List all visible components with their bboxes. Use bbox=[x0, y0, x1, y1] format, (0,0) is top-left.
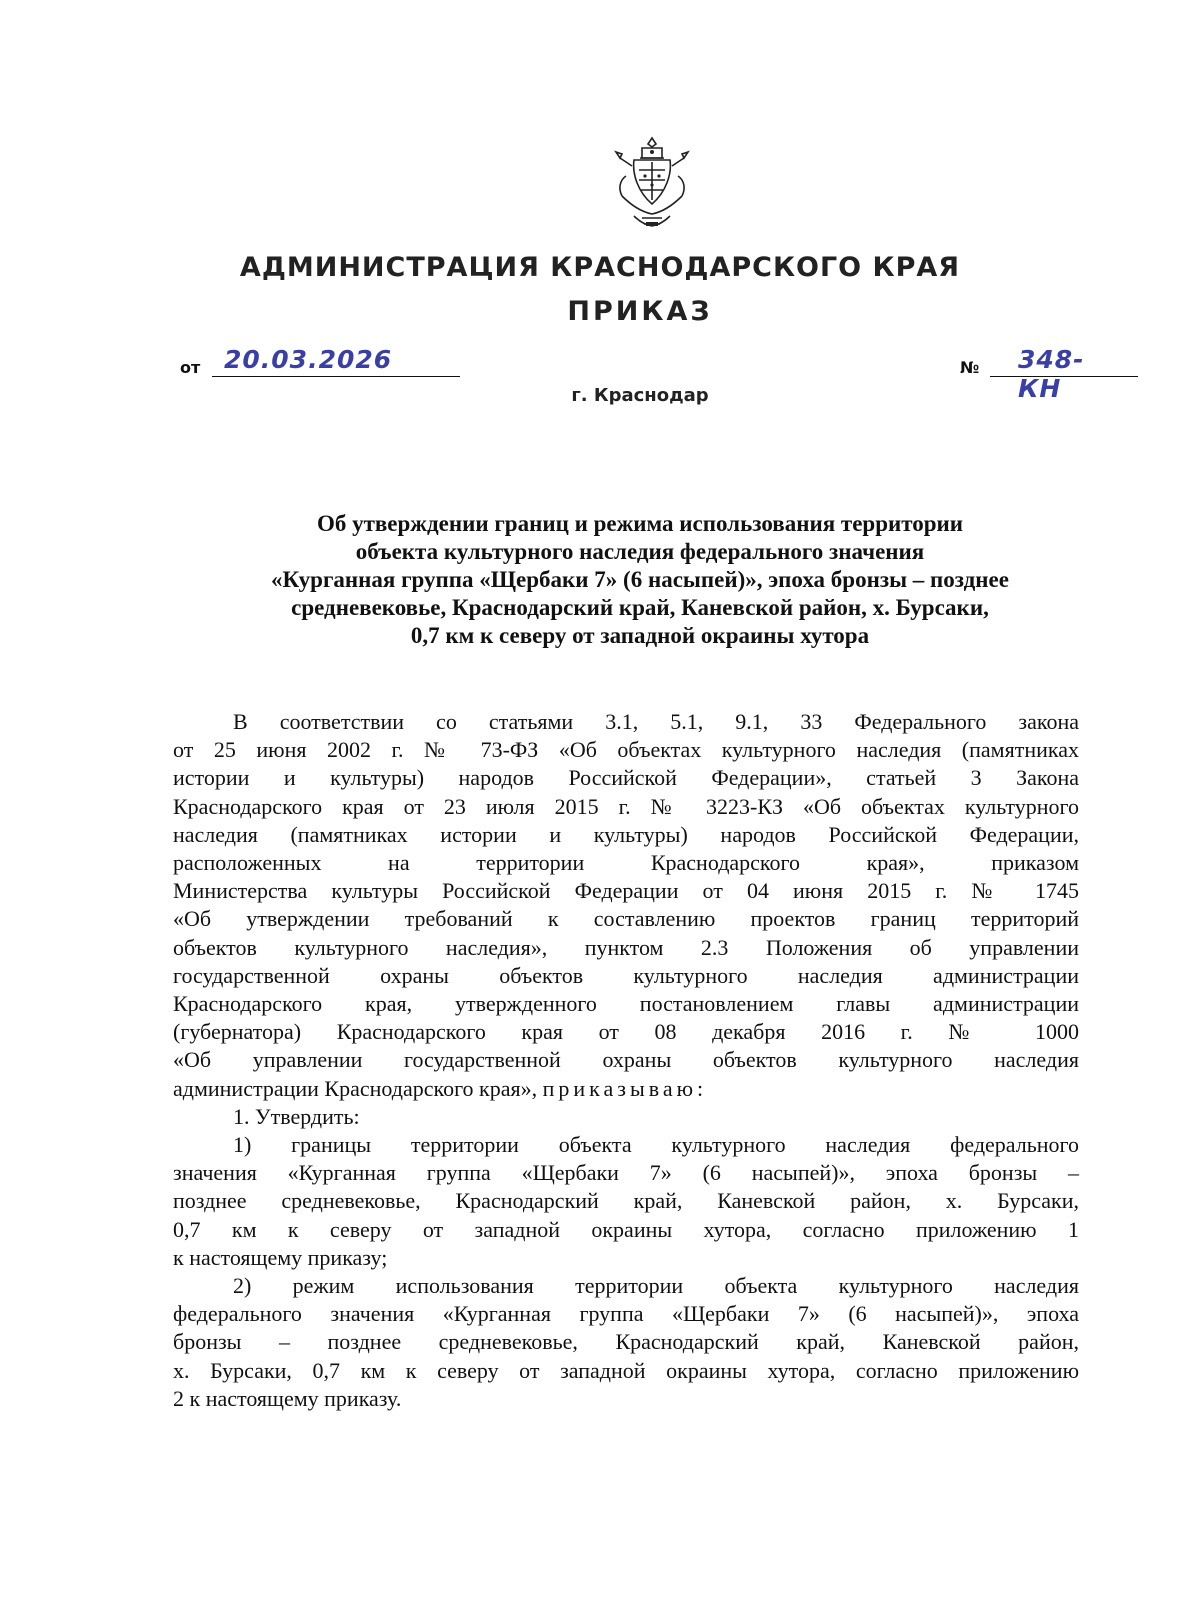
title-line: Об утверждении границ и режима использования территории bbox=[316, 511, 964, 536]
handwritten-number: 348-КН bbox=[1018, 345, 1085, 403]
document-body bbox=[173, 708, 1079, 1413]
sub1-line: к настоящему приказу; bbox=[173, 1244, 388, 1270]
preamble-line: государственной охраны объектов культурного наследия администрации bbox=[173, 962, 1079, 988]
handwritten-date: 20.03.2026 bbox=[224, 345, 393, 374]
preamble-last-text: администрации Краснодарского края», bbox=[173, 1075, 538, 1101]
preamble-line: расположенных на территории Краснодарского края», приказом bbox=[173, 850, 1079, 876]
preamble-line: объектов культурного наследия», пунктом 2.3 Положения об управлении bbox=[173, 934, 1079, 960]
sub1-line: значения «Курганная группа «Щербаки 7» (6 насыпей)», эпоха бронзы – bbox=[173, 1160, 1079, 1186]
preamble-line: наследия (памятниках истории и культуры) народов Российской Федерации, bbox=[173, 821, 1079, 847]
sub2-line: 2 к настоящему приказу. bbox=[173, 1385, 402, 1411]
krasnodar-coat-of-arms-icon bbox=[612, 136, 692, 232]
sub1-line: 0,7 км к северу от западной окраины хутора, согласно приложению 1 bbox=[173, 1216, 1079, 1242]
title-line: 0,7 км к северу от западной окраины хутора bbox=[410, 623, 870, 648]
preamble-line: (губернатора) Краснодарского края от 08 декабря 2016 г. № 1000 bbox=[173, 1019, 1079, 1045]
order-word: приказываю: bbox=[542, 1075, 708, 1101]
number-field bbox=[960, 345, 1085, 403]
sub1-line: позднее средневековье, Краснодарский край, Каневской район, х. Бурсаки, bbox=[173, 1188, 1079, 1214]
sub2-line: бронзы – позднее средневековье, Краснодарский край, Каневской район, bbox=[173, 1329, 1079, 1355]
title-line: «Курганная группа «Щербаки 7» (6 насыпей)», эпоха бронзы – позднее bbox=[271, 567, 1009, 592]
preamble-line: от 25 июня 2002 г. № 73-ФЗ «Об объектах культурного наследия (памятниках bbox=[173, 737, 1079, 763]
preamble-line: «Об утверждении требований к составлению проектов границ территорий bbox=[173, 906, 1079, 932]
preamble-line: «Об управлении государственной охраны объектов культурного наследия bbox=[173, 1047, 1079, 1073]
preamble-line: Краснодарского края, утвержденного постановлением главы администрации bbox=[173, 991, 1079, 1017]
sub2-line: 2) режим использования территории объекта культурного наследия bbox=[233, 1273, 1079, 1299]
preamble-line: Краснодарского края от 23 июля 2015 г. № 3223-КЗ «Об объектах культурного bbox=[173, 793, 1079, 819]
preamble-last-line bbox=[173, 1075, 1079, 1103]
preamble-line: Министерства культуры Российской Федерации от 04 июня 2015 г. № 1745 bbox=[173, 878, 1079, 904]
date-prefix: от bbox=[180, 358, 201, 377]
title-line: средневековье, Краснодарский край, Каневской район, х. Бурсаки, bbox=[291, 595, 989, 620]
item-1: 1. Утвердить: bbox=[233, 1103, 360, 1129]
city: г. Краснодар bbox=[571, 385, 709, 406]
sub2-line: х. Бурсаки, 0,7 км к северу от западной окраины хутора, согласно приложению bbox=[173, 1357, 1079, 1383]
date-field bbox=[180, 345, 393, 377]
preamble-line: В соответствии со статьями 3.1, 5.1, 9.1, 33 Федерального закона bbox=[233, 709, 1079, 734]
date-underline bbox=[212, 376, 460, 377]
sub1-line: 1) границы территории объекта культурного наследия федерального bbox=[233, 1132, 1079, 1158]
sub2-line: федерального значения «Курганная группа «Щербаки 7» (6 насыпей)», эпоха bbox=[173, 1301, 1079, 1327]
organization-name: АДМИНИСТРАЦИЯ КРАСНОДАРСКОГО КРАЯ bbox=[239, 252, 961, 283]
document-title bbox=[200, 510, 1080, 650]
document-type: ПРИКАЗ bbox=[567, 296, 713, 327]
preamble-line: истории и культуры) народов Российской Федерации», статьей 3 Закона bbox=[173, 765, 1079, 791]
title-line: объекта культурного наследия федерального значения bbox=[355, 539, 925, 564]
number-prefix: № bbox=[960, 358, 980, 377]
